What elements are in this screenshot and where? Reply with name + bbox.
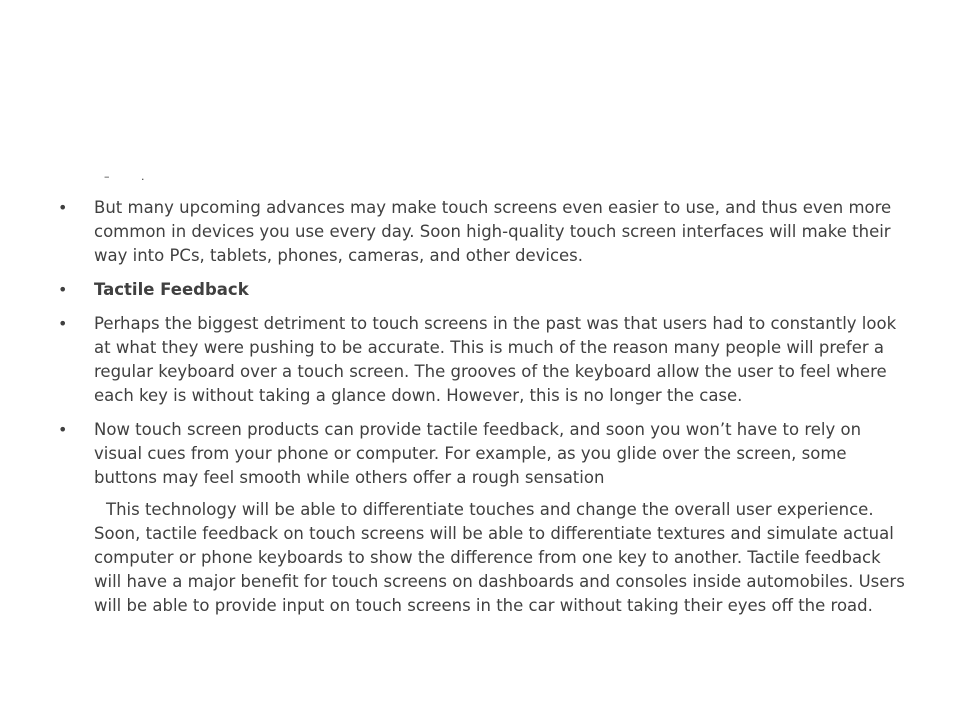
bullet-item	[58, 196, 908, 268]
bullet-dot: •	[58, 420, 68, 439]
bullet-text: But many upcoming advances may make touch screens even easier to use, and thus even more common in devices you use every day. Soon high-quality touch screen interfaces will make their way into PCs, tablets, phones, cameras, and other devices.	[94, 198, 892, 265]
bullet-item	[58, 418, 908, 490]
section-heading: Tactile Feedback	[94, 280, 249, 299]
bullet-list	[58, 196, 908, 618]
bullet-dot: •	[58, 280, 68, 299]
bullet-item	[58, 312, 908, 408]
bullet-item-heading	[58, 278, 908, 302]
closing-paragraph	[58, 498, 908, 618]
bullet-dot: •	[58, 314, 68, 333]
bullet-text: Perhaps the biggest detriment to touch screens in the past was that users had to constantly look at what they were pushing to be accurate. This is much of the reason many people will prefer a regular keyboard over a touch screen. The grooves of the keyboard allow the user to feel where each key is without taking a glance down. However, this is no longer the case.	[94, 314, 897, 405]
stray-dash-mark: – .	[104, 170, 159, 183]
bullet-text: Now touch screen products can provide tactile feedback, and soon you won’t have to rely on visual cues from your phone or computer. For example, as you glide over the screen, some buttons may feel smooth while others offer a rough sensation	[94, 420, 862, 487]
bullet-dot: •	[58, 198, 68, 217]
closing-paragraph-text: This technology will be able to differentiate touches and change the overall user experience. Soon, tactile feedback on touch screens will be able to differentiate textures and simulate actual computer or phone keyboards to show the difference from one key to another. Tactile feedback will have a major benefit for touch screens on dashboards and consoles inside automobiles. Users will be able to provide input on touch screens in the car without taking their eyes off the road.	[94, 500, 905, 615]
